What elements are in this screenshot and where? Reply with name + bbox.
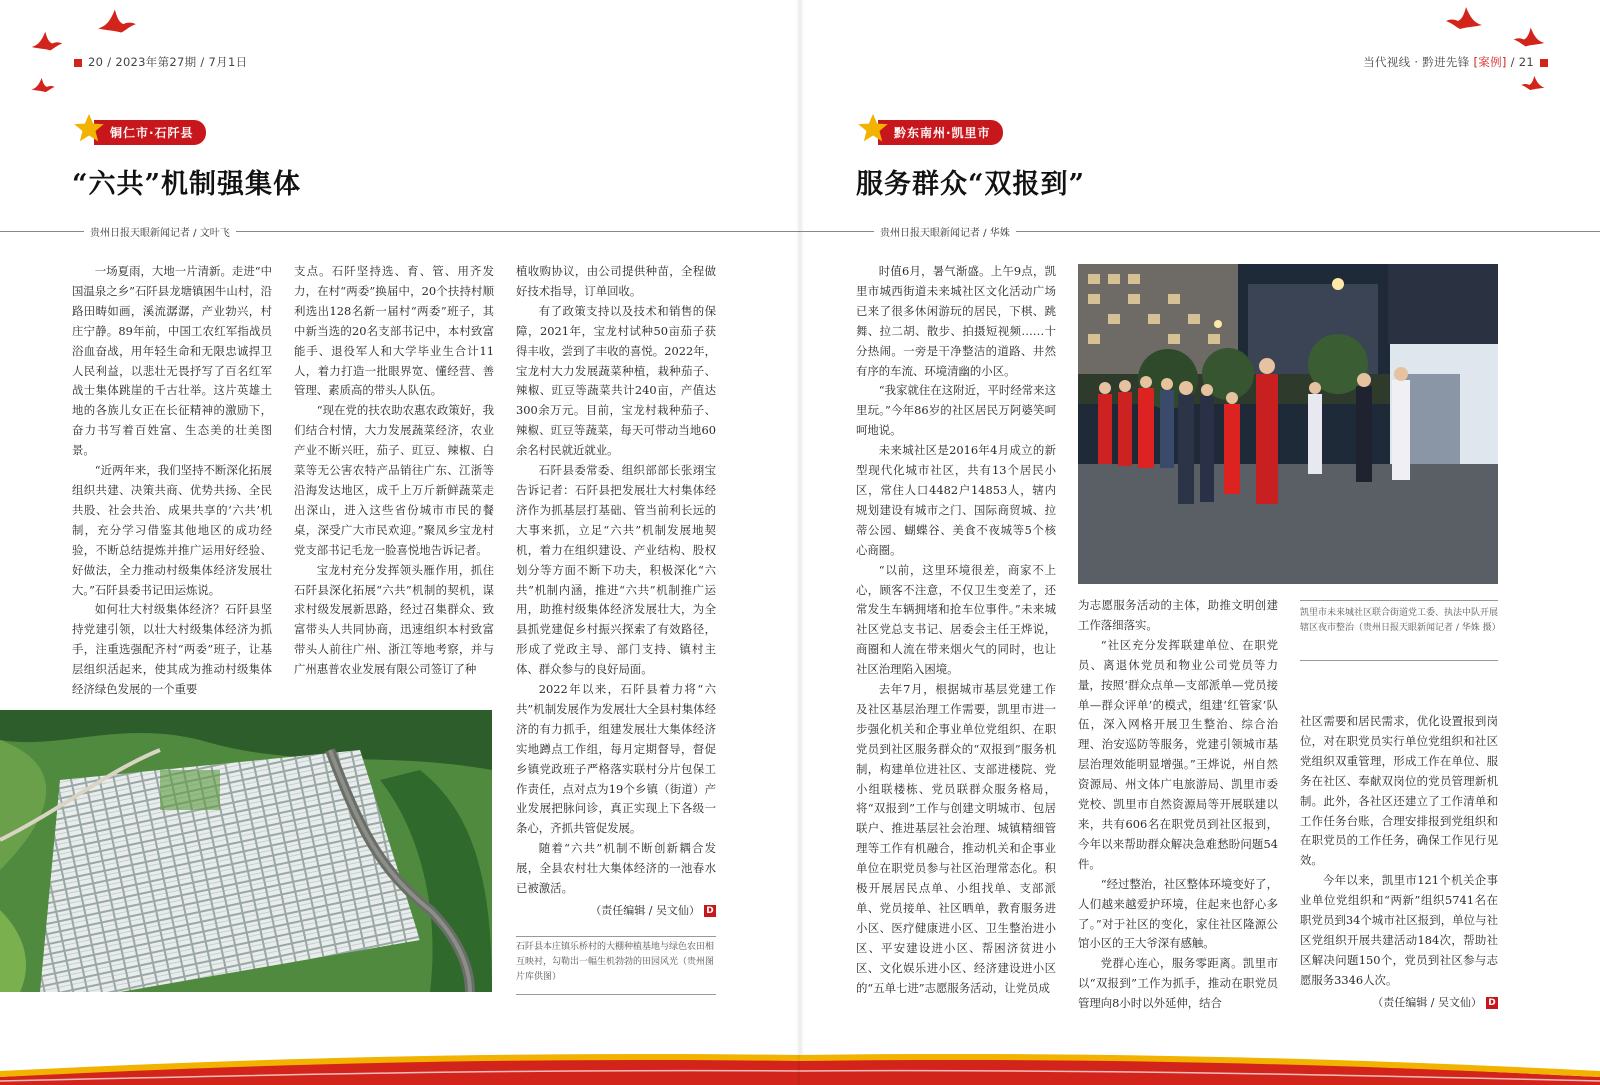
article-column-3 [1300, 712, 1498, 1013]
paragraph: 有了政策支持以及技术和销售的保障，2021年，宝龙村试种50亩茄子获得丰收，尝到了丰收的喜悦。2022年，宝龙村大力发展蔬菜种植，栽种茄子、辣椒、豇豆等蔬菜共计240亩，产值达300余万元。目前，宝龙村栽种茄子、辣椒、豇豆等蔬菜，每天可带动当地60余名村民就近就业。 [516, 303, 716, 458]
dove-icon [30, 74, 56, 96]
article-column-1 [72, 262, 272, 700]
article-column-2 [1078, 596, 1278, 1014]
paragraph: 如何壮大村级集体经济？石阡县坚持党建引领，以壮大村级集体经济为抓手，注重选强配齐村“两委”班子，让基层组织活起来，使其成为推动村级集体经济绿色发展的一个重要 [72, 602, 272, 697]
paragraph: “现在党的扶农助农惠农政策好，我们结合村情，大力发展蔬菜经济，农业产业不断兴旺，茄子、豇豆、辣椒、白菜等无公害农特产品销往广东、江浙等沿海发达地区，成千上万斤新鲜蔬菜走出深山，进入这些省份城市市民的餐桌，深受广大市民欢迎。”聚凤乡宝龙村党支部书记毛龙一脸喜悦地告诉记者。 [294, 403, 494, 557]
paragraph: 社区需要和居民需求，优化设置报到岗位，对在职党员实行单位党组织和社区党组织双重管理，形成工作在单位、服务在社区、奉献双岗位的党员管理新机制。此外，各社区还建立了工作清单和工作任务台账，合理安排报到党组织和在职党员的工作任务，确保工作见行见效。 [1300, 714, 1498, 868]
paragraph: 植收购协议，由公司提供种苗，全程做好技术指导，订单回收。 [516, 264, 716, 298]
paragraph: 为志愿服务活动的主体，助推文明创建工作落细落实。 [1078, 598, 1278, 632]
editor-credit: （责任编辑 / 吴文仙） D [1300, 993, 1498, 1013]
greenhouse-photo [0, 710, 492, 992]
paragraph: 宝龙村充分发挥领头雁作用，抓住石阡县深化拓展“六共”机制的契机，谋求村级发展新思路，经过召集群众、致富带头人共同协商，迅速组织本村致富带头人前往广州、浙江等地考察，并与广州惠普农业发展有限公司签订了种 [294, 562, 494, 677]
paragraph: “近两年来，我们坚持不断深化拓展组织共建、决策共商、优势共扬、全民共股、社会共治、成果共享的‘六共’机制，充分学习借鉴其他地区的成功经验，不断总结提炼并推广运用好经验、好做法，全力推动村级集体经济发展壮大。”石阡县委书记田运炼说。 [72, 463, 272, 597]
byline: 贵州日报天眼新闻记者 / 文叶飞 [84, 224, 236, 239]
right-page [800, 0, 1600, 1085]
star-icon [856, 111, 890, 145]
paragraph: 时值6月，暑气渐盛。上午9点，凯里市城西街道未来城社区文化活动广场已来了很多休闲游玩的居民，下棋、跳舞、拉二胡、散步、拍摄短视频……十分热闹。一旁是干净整洁的道路、井然有序的车流、环境清幽的小区。 [856, 264, 1056, 378]
paragraph: “我家就住在这附近，平时经常来这里玩。”今年86岁的社区居民万阿婆笑呵呵地说。 [856, 383, 1056, 438]
paragraph: “经过整治，社区整体环境变好了，人们越来越爱护环境，住起来也舒心多了。”对于社区的变化，家住社区隆源公馆小区的王大爷深有感触。 [1078, 876, 1278, 951]
paragraph: “以前，这里环境很差，商家不上心，顾客不注意，不仅卫生变差了，还常发生车辆拥堵和抢车位事件。”未来城社区党总支书记、居委会主任王烨说，商圈和人流在带来烟火气的同时，也让社区治理陷入困境。 [856, 562, 1056, 677]
decorative-ribbon [0, 1025, 800, 1085]
article-column-1 [856, 262, 1056, 999]
article-column-2 [294, 262, 494, 680]
paragraph: 石阡县委常委、组织部部长张翊宝告诉记者：石阡县把发展壮大村集体经济作为抓基层打基础、管当前利长远的大事来抓，立足“六共”机制发展地契机，着力在组织建设、产业结构、股权划分等方面不断下功夫，积极深化“六共”机制内涵，推进“六共”机制推广运用，助推村级集体经济发展壮大，为全县抓党建促乡村振兴探索了有效路径，形成了党政主导、部门支持、镇村主体、群众参与的良好局面。 [516, 463, 716, 677]
byline: 贵州日报天眼新闻记者 / 华姝 [874, 224, 1016, 239]
divider [1300, 660, 1498, 661]
region-label: 黔东南州·凯里市 [878, 120, 1003, 145]
decorative-ribbon [800, 1025, 1600, 1085]
dove-icon [96, 4, 138, 38]
paragraph: 2022年以来，石阡县着力将“六共”机制发展作为发展壮大全县村集体经济的有力抓手，组建发展壮大集体经济实地蹲点工作组，每月定期督导，督促乡镇党政班子严格落实联村分片包保工作责任，点对点为19个乡镇（街道）产业发展把脉问诊，真正实现上下各级一条心，齐抓共管促发展。 [516, 682, 716, 836]
photo-caption: 凯里市未来城社区联合街道党工委、执法中队开展辖区夜市整治（贵州日报天眼新闻记者 / 华姝 摄） [1300, 608, 1501, 633]
paragraph: 党群心连心，服务零距离。凯里市以“双报到”工作为抓手，推动在职党员管理向8小时以外延伸，结合 [1078, 956, 1278, 1011]
dove-icon [1444, 2, 1484, 34]
page-title: “六共”机制强集体 [72, 169, 302, 200]
night-market-photo [1078, 264, 1498, 584]
divider [1300, 600, 1498, 601]
paragraph: 随着“六共”机制不断创新耦合发展，全县农村壮大集体经济的一池春水已被激活。 [516, 841, 716, 896]
paragraph: 未来城社区是2016年4月成立的新型现代化城市社区，共有13个居民小区，常住人口4482户14853人，辖内规划建设有城市之门、国际商贸城、拉蒂公园、蝴蝶谷、美食不夜城等5个核心商圈。 [856, 443, 1056, 557]
dove-icon [1512, 24, 1546, 50]
paragraph: 今年以来，凯里市121个机关企事业单位党组织和“两新”组织5741名在职党员到34个城市社区报到，单位与社区党组织开展共建活动184次，帮助社区解决问题150个，党员到社区参与志愿服务3346人次。 [1300, 873, 1498, 987]
dove-icon [1520, 72, 1546, 94]
divider [516, 994, 716, 995]
paragraph: 去年7月，根据城市基层党建工作及社区基层治理工作需要，凯里市进一步强化机关和企事业单位党组织、在职党员到社区服务群众的“双报到”服务机制，构建单位进社区、支部进楼院、党小组联楼栋、党员联群众服务格局，将“双报到”工作与创建文明城市、包居联户、推进基层社会治理、城镇精细管理等工作有机融合，推动机关和企事业单位在职党员参与社区治理常态化。积极开展居民点单、小组找单、支部派单、党员接单、社区晒单，教育服务进小区、医疗健康进小区、卫生整治进小区、平安建设进小区、帮困济贫进小区、文化娱乐进小区、经济建设进小区的“五单七进”志愿服务活动，让党员成 [856, 682, 1056, 995]
page-folio: 当代视线 · 黔进先锋 [案例] / 21 [1363, 54, 1554, 70]
editor-credit: （责任编辑 / 吴文仙） D [516, 901, 716, 921]
region-tag [856, 120, 1003, 144]
page-title: 服务群众“双报到” [856, 169, 1086, 200]
paragraph: “社区充分发挥联建单位、在职党员、离退休党员和物业公司党员等力量，按照‘群众点单—支部派单—党员接单—群众评单’的模式，组建‘红管家’队伍，深入网格开展卫生整治、综合治理、治安巡防等服务，党建引领城市基层治理效能明显增强。”王烨说，州自然资源局、州文体广电旅游局、凯里市委党校、凯里市自然资源局等开展联建以来，共有606名在职党员到社区报到，今年以来帮助群众解决急难愁盼问题54件。 [1078, 637, 1278, 871]
page-folio: 20 / 2023年第27期 / 7月1日 [68, 54, 247, 70]
divider [516, 936, 716, 937]
region-label: 铜仁市·石阡县 [94, 120, 206, 145]
dove-icon [30, 28, 64, 54]
paragraph: 一场夏雨，大地一片清新。走进“中国温泉之乡”石阡县龙塘镇困牛山村，沿路田畴如画，溪流潺潺，产业勃兴，村庄宁静。89年前，中国工农红军指战员浴血奋战，用年轻生命和无限忠诚捍卫人民利益，以悲壮无畏抒写了百名红军战士集体跳崖的千古壮举。这片英雄土地的各族儿女正在长征精神的激励下，奋力书写着百姓富、生态美的壮美图景。 [72, 264, 272, 458]
star-icon [72, 111, 106, 145]
region-tag [72, 120, 206, 144]
article-column-3 [516, 262, 716, 921]
photo-caption: 石阡县本庄镇乐桥村的大棚种植基地与绿色农田相互映衬，勾勒出一幅生机勃勃的田园风光（贵州图片库供图） [516, 942, 715, 982]
paragraph: 支点。石阡坚持选、育、管、用齐发力，在村“两委”换届中，20个扶持村顺利选出128名新一届村“两委”班子，其中新当选的20名支部书记中，本村致富能手、退役军人和大学毕业生合计11人，着力打造一批眼界宽、懂经营、善管理、素质高的带头人队伍。 [294, 264, 494, 398]
